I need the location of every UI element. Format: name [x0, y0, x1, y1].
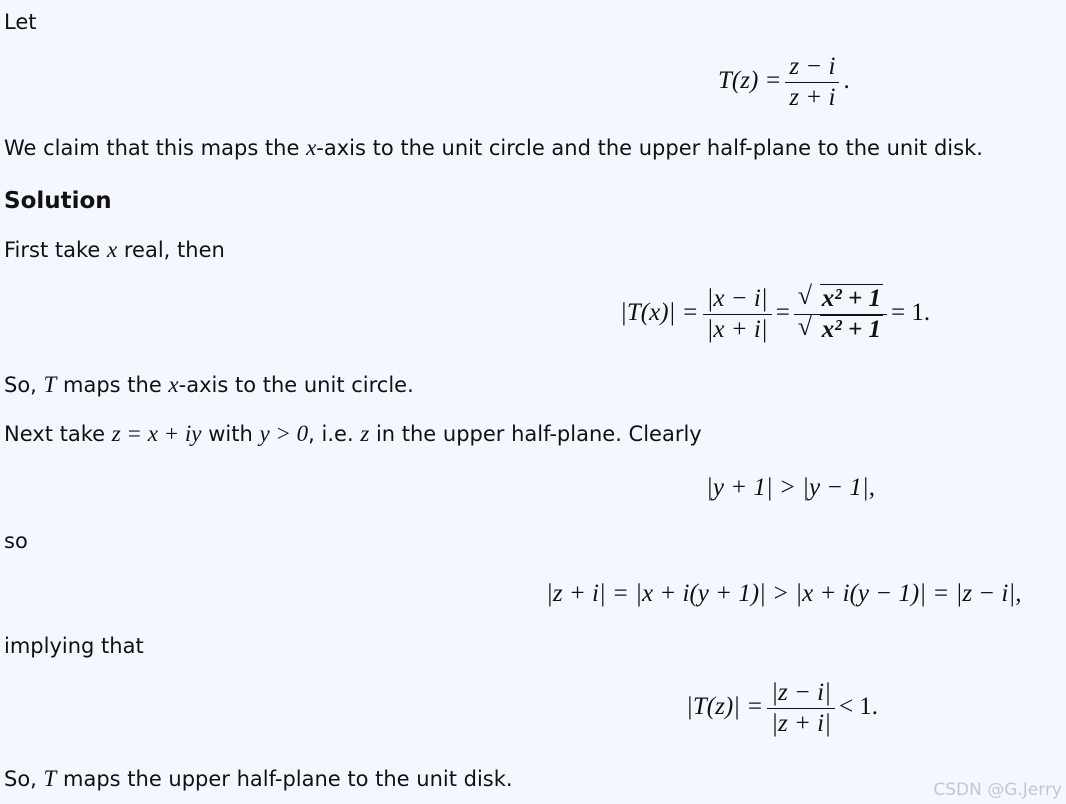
paragraph-so-unit-disk: [4, 766, 513, 792]
eq1-end: .: [843, 67, 850, 95]
eq2-numerator-1: |x − i|: [703, 284, 772, 315]
equation-modulus-less-one: [686, 678, 878, 739]
paragraph-claim: [4, 135, 983, 161]
eq2-numerator-2: √ x² + 1: [794, 284, 887, 315]
eq2-sqrt-den: x² + 1: [821, 316, 882, 343]
eq2-fraction-2: [794, 281, 887, 345]
so1-text-a: So,: [4, 373, 44, 397]
next-text-d: in the upper half-plane. Clearly: [369, 422, 702, 446]
equation-modulus-chain: |z + i| = |x + i(y + 1)| > |x + i(y − 1)| = |z − i|,: [546, 580, 1022, 607]
eq5-rhs: < 1.: [838, 693, 879, 721]
first-var-x: x: [106, 237, 118, 262]
so1-text-c: -axis to the unit circle.: [178, 373, 414, 397]
paragraph-implying: implying that: [4, 634, 144, 658]
watermark: CSDN @G.Jerry: [933, 780, 1062, 800]
next-math-y: y > 0: [259, 421, 309, 446]
equation-modulus-real-axis: [620, 281, 931, 345]
eq1-numerator: z − i: [785, 52, 839, 83]
eq2-denominator-1: |x + i|: [706, 316, 768, 343]
eq2-lhs: |T(x)| =: [620, 299, 699, 327]
eq1-denominator: z + i: [789, 84, 836, 111]
paragraph-so: so: [4, 529, 28, 553]
next-text-c: , i.e.: [308, 422, 361, 446]
eq2-sqrt-num: x² + 1: [821, 285, 882, 312]
next-text-a: Next take: [4, 422, 112, 446]
eq5-denominator: |z + i|: [771, 710, 831, 737]
eq5-lhs: |T(z)| =: [686, 693, 764, 721]
section-heading-solution: Solution: [4, 188, 112, 214]
so1-text-b: maps the: [56, 373, 169, 397]
claim-text-b: -axis to the unit circle and the upper half-plane to the unit disk.: [316, 136, 983, 160]
equation-inequality-y: |y + 1| > |y − 1|,: [706, 474, 876, 501]
so2-text-b: maps the upper half-plane to the unit disk.: [56, 767, 513, 791]
eq2-fraction-1: [703, 284, 772, 345]
eq2-equals: =: [775, 299, 790, 327]
eq2-denominator-2: √ x² + 1: [797, 312, 882, 343]
eq5-fraction: [767, 678, 835, 739]
eq5-numerator: |z − i|: [767, 678, 835, 709]
claim-var-x: x: [306, 135, 317, 160]
first-text-b: real, then: [117, 238, 225, 262]
next-math-z2: z: [360, 421, 370, 446]
next-text-b: with: [201, 422, 260, 446]
eq1-lhs: T(z) =: [718, 67, 782, 95]
so1-var-x: x: [168, 372, 179, 397]
paragraph-first-take: [4, 237, 225, 263]
paragraph-so-unit-circle: [4, 372, 414, 398]
so2-text-a: So,: [4, 767, 44, 791]
so1-var-t: T: [43, 372, 57, 397]
claim-text-a: We claim that this maps the: [4, 136, 307, 160]
equation-mobius-map: [718, 52, 850, 113]
paragraph-let: Let: [4, 10, 37, 34]
eq2-rhs: = 1.: [891, 299, 931, 327]
paragraph-next-take: [4, 421, 702, 447]
eq1-fraction: [785, 52, 839, 113]
so2-var-t: T: [43, 766, 57, 791]
first-text-a: First take: [4, 238, 107, 262]
next-math-z: z = x + iy: [111, 421, 202, 446]
